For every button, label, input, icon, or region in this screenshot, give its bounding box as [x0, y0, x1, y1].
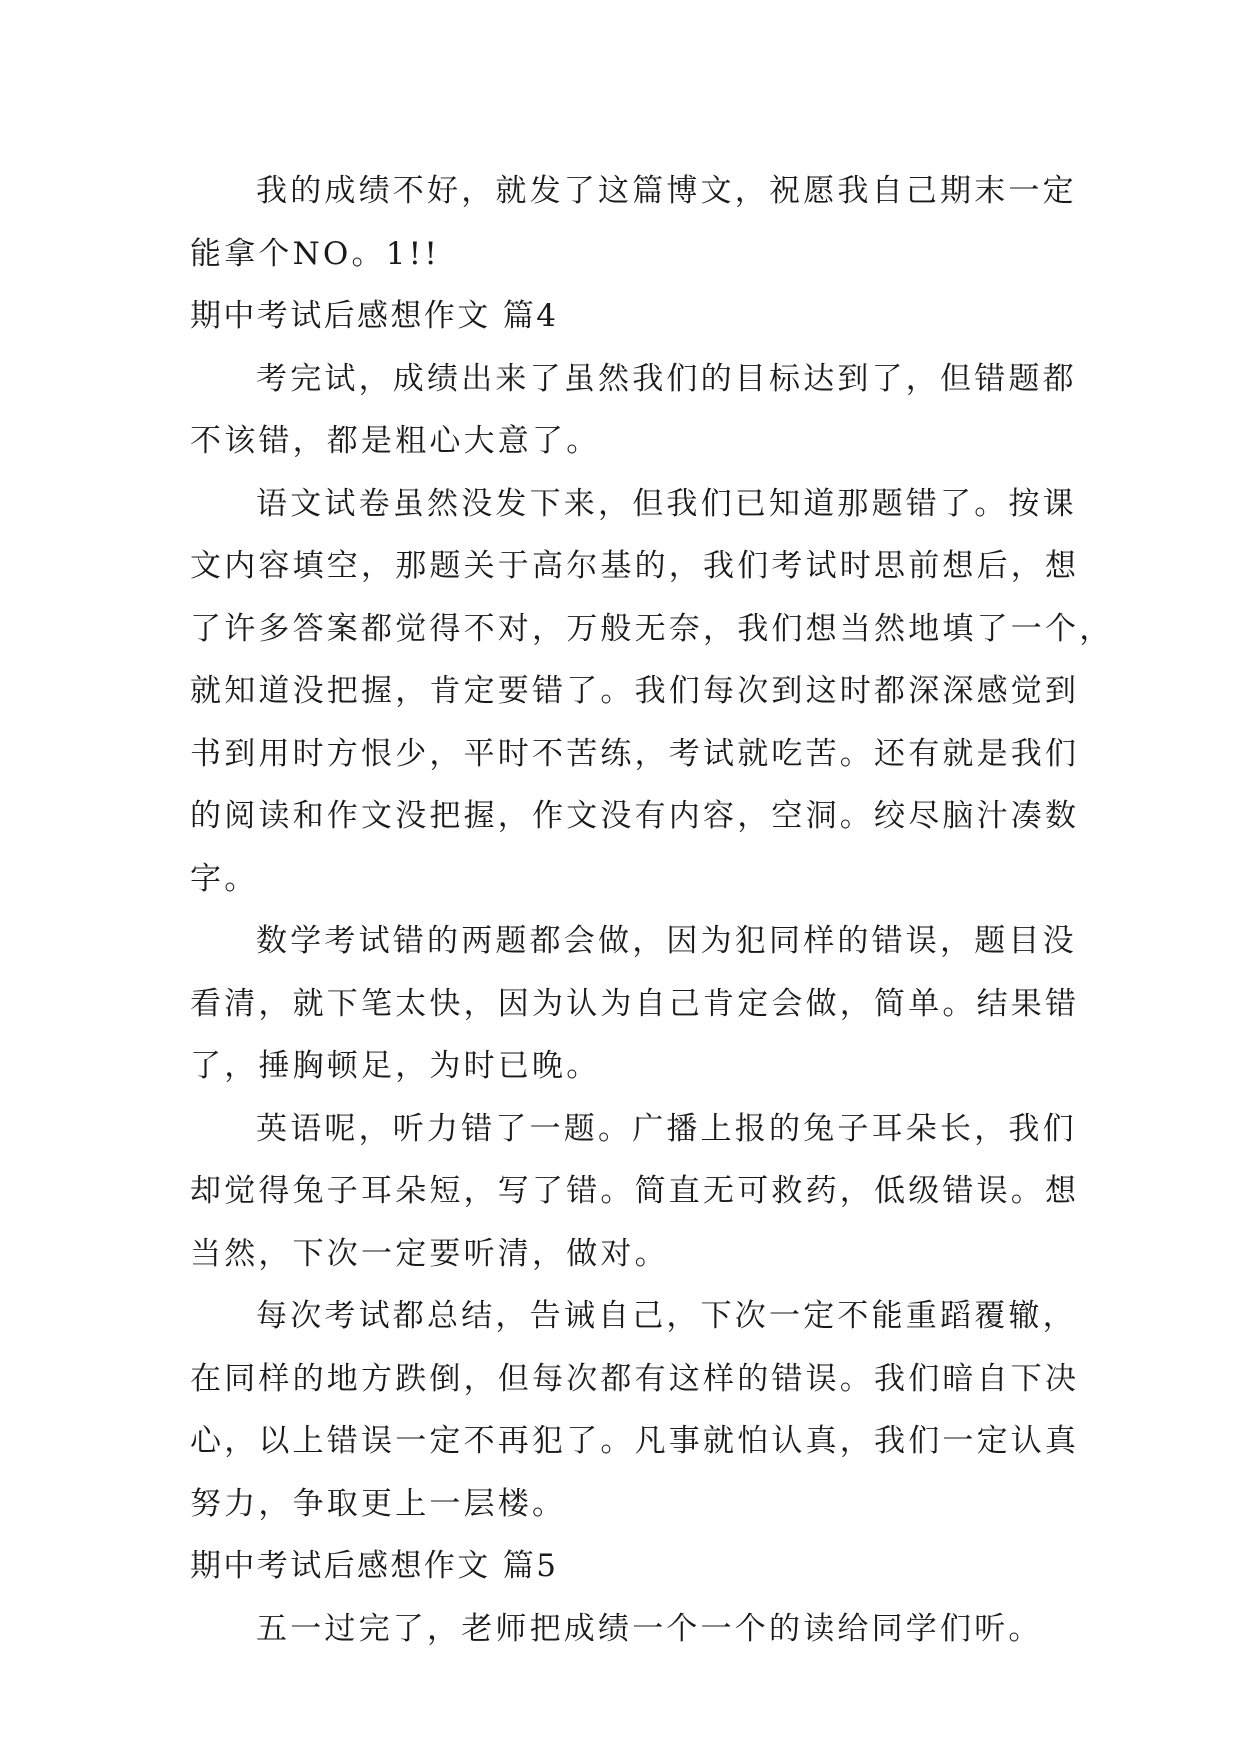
text-line: 了，捶胸顿足，为时已晚。: [190, 1048, 601, 1084]
text-line: 能拿个NO。1!!: [190, 235, 440, 272]
section-heading: 期中考试后感想作文 篇4: [190, 298, 559, 334]
text-line: 就知道没把握，肯定要错了。我们每次到这时都深深感觉到: [190, 673, 1080, 709]
text-line: 心，以上错误一定不再犯了。凡事就怕认真，我们一定认真: [190, 1423, 1080, 1459]
text-line: 在同样的地方跌倒，但每次都有这样的错误。我们暗自下决: [190, 1360, 1080, 1397]
text-line: 却觉得兔子耳朵短，写了错。简直无可救药，低级错误。想: [190, 1173, 1080, 1209]
text-line: 字。: [190, 860, 259, 897]
text-line: 当然，下次一定要听清，做对。: [190, 1235, 669, 1272]
text-line: 语文试卷虽然没发下来，但我们已知道那题错了。按课: [256, 485, 1077, 522]
text-line: 文内容填空，那题关于高尔基的，我们考试时思前想后，想: [190, 548, 1080, 584]
text-line: 看清，就下笔太快，因为认为自己肯定会做，简单。结果错: [190, 985, 1080, 1022]
text-line: 不该错，都是粗心大意了。: [190, 423, 601, 459]
text-line: 的阅读和作文没把握，作文没有内容，空洞。绞尽脑汁凑数: [190, 798, 1080, 834]
text-line: 五一过完了，老师把成绩一个一个的读给同学们听。: [256, 1610, 1043, 1647]
document-page: [190, 160, 1114, 1660]
text-line: 每次考试都总结，告诫自己，下次一定不能重蹈覆辙，: [256, 1298, 1077, 1334]
text-line: 数学考试错的两题都会做，因为犯同样的错误，题目没: [256, 923, 1077, 959]
text-line: 考完试，成绩出来了虽然我们的目标达到了，但错题都: [256, 360, 1077, 397]
section-heading: 期中考试后感想作文 篇5: [190, 1548, 559, 1584]
text-line: 我的成绩不好，就发了这篇博文，祝愿我自己期末一定: [256, 173, 1077, 209]
text-line: 英语呢，听力错了一题。广播上报的兔子耳朵长，我们: [256, 1110, 1077, 1147]
text-line: 书到用时方恨少，平时不苦练，考试就吃苦。还有就是我们: [190, 735, 1080, 772]
text-line: 了许多答案都觉得不对，万般无奈，我们想当然地填了一个，: [190, 610, 1114, 647]
text-line: 努力，争取更上一层楼。: [190, 1485, 567, 1522]
